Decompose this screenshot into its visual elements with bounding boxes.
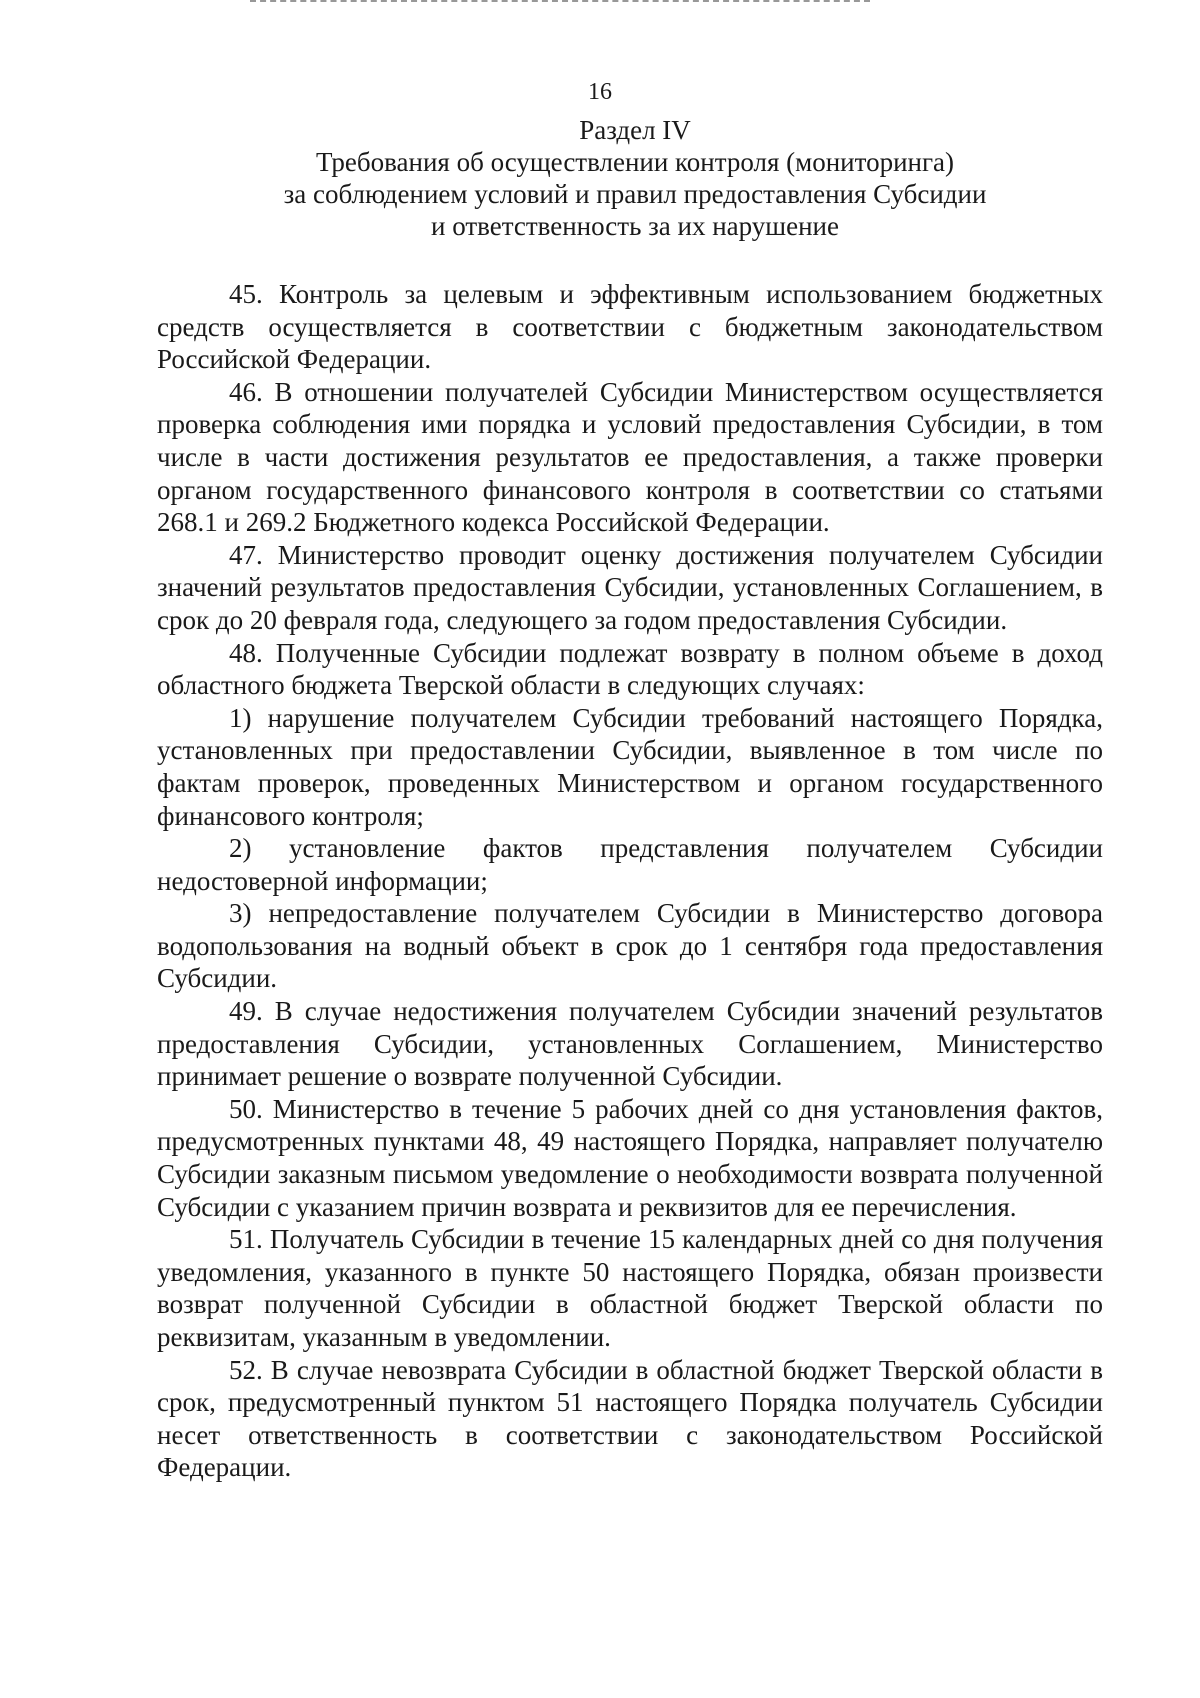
clause-46: 46. В отношении получателей Субсидии Министерством осуществляется проверка соблюдения ими порядка и условий предоставления Субсидии, в том числе в части достижения результатов ее предоставления, а также проверки органом государственного финансового контроля в соответствии со статьями 268.1 и 269.2 Бюджетного кодекса Российской Федерации. — [157, 376, 1103, 538]
clause-48-item-3: 3) непредоставление получателем Субсидии в Министерство договора водопользования на водный объект в срок до 1 сентября года предоставления Субсидии. — [157, 898, 1103, 994]
clause-49: 49. В случае недостижения получателем Субсидии значений результатов предоставления Субсидии, установленных Соглашением, Министерство принимает решение о возврате полученной Субсидии. — [157, 996, 1103, 1092]
clause-48: 48. Полученные Субсидии подлежат возврату в полном объеме в доход областного бюджета Тверской области в следующих случаях: — [157, 637, 1103, 701]
clause-52: 52. В случае невозврата Субсидии в областной бюджет Тверской области в срок, предусмотренный пунктом 51 настоящего Порядка получатель Субсидии несет ответственность в соответствии с законодательством Российской Федерации. — [157, 1354, 1103, 1483]
section-label: Раздел IV — [579, 115, 691, 145]
clause-51: 51. Получатель Субсидии в течение 15 календарных дней со дня получения уведомления, указанного в пункте 50 настоящего Порядка, обязан произвести возврат полученной Субсидии в областной бюджет Тверской области по реквизитам, указанным в уведомлении. — [157, 1224, 1103, 1352]
section-header — [150, 114, 1120, 242]
section-title-line: и ответственность за их нарушение — [431, 211, 839, 241]
clause-47: 47. Министерство проводит оценку достижения получателем Субсидии значений результатов предоставления Субсидии, установленных Соглашением, в срок до 20 февраля года, следующего за годом предоставления Субсидии. — [157, 539, 1103, 635]
clause-48-item-2: 2) установление фактов представления получателем Субсидии недостоверной информации; — [157, 833, 1103, 896]
scan-edge-mark — [250, 0, 870, 5]
page-number: 16 — [588, 79, 612, 105]
clause-45: 45. Контроль за целевым и эффективным использованием бюджетных средств осуществляется в соответствии с бюджетным законодательством Российской Федерации. — [157, 279, 1103, 375]
section-title-line: за соблюдением условий и правил предоставления Субсидии — [283, 179, 987, 209]
document-body — [157, 278, 1103, 1484]
section-title-line: Требования об осуществлении контроля (мониторинга) — [315, 147, 955, 177]
clause-50: 50. Министерство в течение 5 рабочих дней со дня установления фактов, предусмотренных пунктами 48, 49 настоящего Порядка, направляет получателю Субсидии заказным письмом уведомление о необходимости возврата полученной Субсидии с указанием причин возврата и реквизитов для ее перечисления. — [157, 1093, 1103, 1222]
clause-48-item-1: 1) нарушение получателем Субсидии требований настоящего Порядка, установленных при предоставлении Субсидии, выявленное в том числе по фактам проверок, проведенных Министерством и органом государственного финансового контроля; — [157, 702, 1103, 831]
